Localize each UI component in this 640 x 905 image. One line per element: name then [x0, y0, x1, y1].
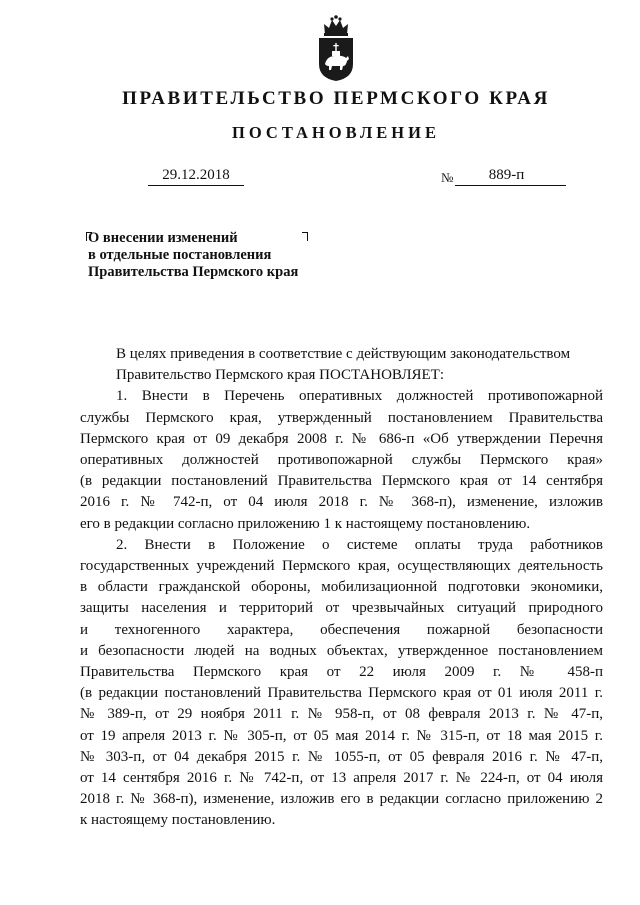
- document-number-value: 889-п: [488, 167, 525, 183]
- body-line: № 303-п, от 04 декабря 2015 г. № 1055-п, от 05 февраля 2016 г. № 47-п,: [80, 748, 603, 765]
- body-line: государственных учреждений Пермского края, осуществляющих деятельность: [80, 558, 603, 575]
- body-line: № 389-п, от 29 ноября 2011 г. № 958-п, от 08 февраля 2013 г. № 47-п,: [80, 706, 603, 723]
- subject-line: Правительства Пермского края: [88, 264, 299, 280]
- body-line: оперативных должностей противопожарной службы Пермского края»: [80, 452, 603, 469]
- body-line: и техногенного характера, обеспечения пожарной безопасности: [80, 621, 603, 638]
- organization-title: ПРАВИТЕЛЬСТВО ПЕРМСКОГО КРАЯ: [122, 88, 550, 109]
- body-line: от 14 сентября 2016 г. № 742-п, от 13 апреля 2017 г. № 224-п, от 04 июля: [80, 770, 603, 787]
- document-subject: [88, 230, 328, 281]
- body-line: (в редакции постановлений Правительства Пермского края от 01 июля 2011 г.: [80, 685, 603, 702]
- body-line: В целях приведения в соответствие с действующим законодательством: [116, 346, 571, 362]
- body-line: Пермского края от 09 декабря 2008 г. № 686-п «Об утверждении Перечня: [80, 430, 603, 447]
- body-line: 1. Внести в Перечень оперативных должностей противопожарной: [116, 388, 603, 405]
- document-number: [455, 166, 566, 186]
- coat-of-arms-icon: [313, 14, 359, 82]
- document-type: ПОСТАНОВЛЕНИЕ: [232, 123, 440, 142]
- subject-line: в отдельные постановления: [88, 247, 272, 263]
- body-line: его в редакции согласно приложению 1 к настоящему постановлению.: [80, 515, 531, 532]
- body-line: и безопасности людей на водных объектах, утвержденное постановлением: [80, 642, 603, 659]
- body-line: 2016 г. № 742-п, от 04 июля 2018 г. № 368-п), изменение, изложив: [80, 494, 603, 511]
- number-sign: №: [441, 170, 454, 185]
- body-line: от 19 апреля 2013 г. № 305-п, от 05 мая 2014 г. № 315-п, от 18 мая 2015 г.: [80, 727, 603, 744]
- body-line: (в редакции постановлений Правительства Пермского края от 14 сентября: [80, 473, 603, 490]
- body-line: Правительства Пермского края от 22 июля 2009 г. № 458-п: [80, 664, 603, 681]
- body-line: Правительство Пермского края ПОСТАНОВЛЯЕТ:: [116, 367, 445, 384]
- body-line: 2. Внести в Положение о системе оплаты труда работников: [116, 536, 603, 553]
- body-line: защиты населения и территорий от чрезвычайных ситуаций природного: [80, 600, 603, 617]
- document-body: [80, 344, 603, 832]
- body-line: в области гражданской обороны, мобилизационной подготовки экономики,: [80, 579, 603, 596]
- subject-line: О внесении изменений: [88, 230, 238, 246]
- body-line: к настоящему постановлению.: [80, 812, 276, 829]
- body-line: службы Пермского края, утвержденный постановлением Правительства: [80, 409, 603, 426]
- body-line: 2018 г. № 368-п), изменение, изложив его в редакции согласно приложению 2: [80, 791, 603, 808]
- document-date: 29.12.2018: [148, 166, 244, 186]
